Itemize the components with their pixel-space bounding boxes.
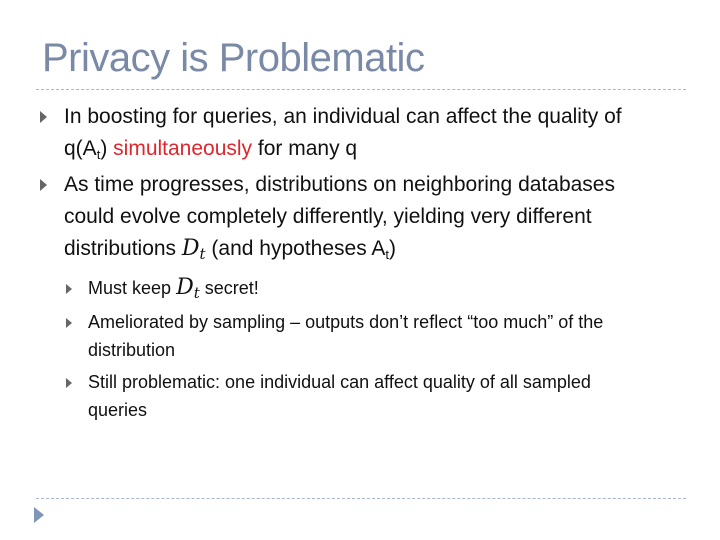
next-slide-arrow-icon[interactable] [34,507,44,523]
sub-bullet-2-line-2: distribution [88,340,176,360]
text: distributions [64,237,177,260]
text: (and hypotheses A [211,237,386,260]
slide-title: Privacy is Problematic [42,36,425,80]
sub-bullet-3-line-2: queries [88,400,148,420]
text: secret! [204,278,259,298]
sub-bullet-1 [88,274,678,302]
sub-bullet-3-line-1: Still problematic: one individual can affect quality of all sampled [88,372,591,392]
math-d: D [176,275,194,300]
bullet-arrow-icon [66,378,72,388]
bullet-arrow-icon [66,284,72,294]
subscript: t [385,247,390,262]
text: q(A [64,137,97,160]
text: Must keep [88,278,172,298]
bullet-2 [64,169,684,265]
text: for many q [257,137,358,160]
title-divider [36,89,686,90]
bullet-1-line-2 [64,133,684,165]
bullet-2-line-1: As time progresses, distributions on neighboring databases [64,173,615,196]
text: ) [100,137,108,160]
bullet-arrow-icon [40,111,47,123]
bullet-2-line-2: could evolve completely differently, yielding very different [64,205,592,228]
sub-bullet-2 [88,308,678,364]
subscript: t [96,147,101,162]
bullet-arrow-icon [66,318,72,328]
bullet-1 [64,101,684,165]
highlight-text: simultaneously [113,137,253,160]
bullet-2-line-3 [64,233,684,265]
math-symbol [182,236,206,261]
math-d: D [181,236,200,261]
math-subscript: t [193,284,200,302]
sub-bullet-2-line-1: Ameliorated by sampling – outputs don’t reflect “too much” of the [88,312,604,332]
bullet-1-line-1: In boosting for queries, an individual can affect the quality of [64,105,622,128]
math-subscript: t [199,245,206,263]
text: ) [389,237,397,260]
math-symbol [176,275,200,300]
footer-divider [36,498,686,499]
sub-bullet-3 [88,368,678,424]
bullet-arrow-icon [40,179,47,191]
